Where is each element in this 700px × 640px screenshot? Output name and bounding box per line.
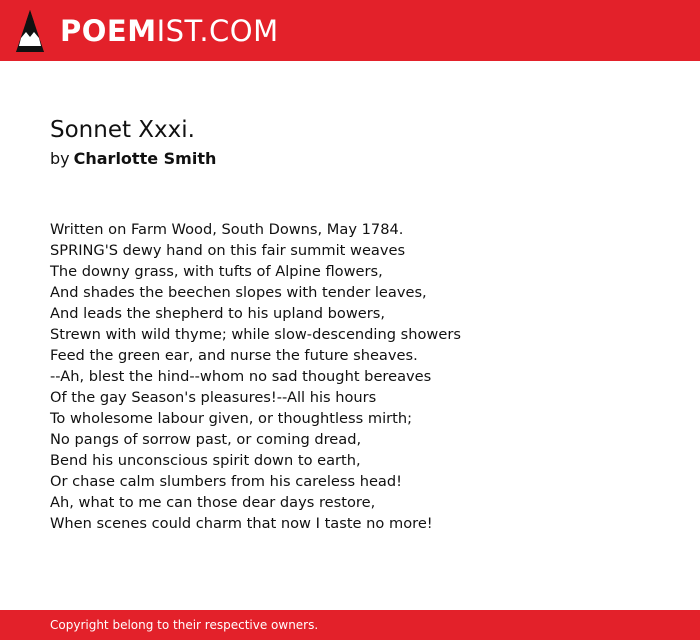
poem-line: Of the gay Season's pleasures!--All his hours: [50, 389, 377, 406]
site-header: [0, 0, 700, 61]
poem-line: Or chase calm slumbers from his careless head!: [50, 473, 402, 490]
poem-byline: [50, 149, 216, 168]
by-label: by: [50, 149, 70, 168]
author-link[interactable]: Charlotte Smith: [73, 149, 217, 168]
poem-line: --Ah, blest the hind--whom no sad thought bereaves: [50, 368, 432, 385]
poem-line: Feed the green ear, and nurse the future sheaves.: [50, 347, 418, 364]
poem-body: [50, 219, 670, 534]
copyright-text: Copyright belong to their respective owners.: [50, 618, 319, 632]
poem-line: SPRING'S dewy hand on this fair summit weaves: [50, 242, 406, 259]
poem-line: When scenes could charm that now I taste no more!: [50, 515, 433, 532]
poem-line: No pangs of sorrow past, or coming dread,: [50, 431, 362, 448]
poem-line: And leads the shepherd to his upland bowers,: [50, 305, 386, 322]
poem-line: Strewn with wild thyme; while slow-descending showers: [50, 326, 461, 343]
logo-bold-text: POEM: [60, 14, 157, 48]
pencil-tip-icon: [14, 8, 46, 54]
poem-title: Sonnet Xxxi.: [50, 117, 195, 143]
poem-line: To wholesome labour given, or thoughtless mirth;: [50, 410, 413, 427]
poem-line: Bend his unconscious spirit down to earth,: [50, 452, 361, 469]
site-footer: [0, 610, 700, 640]
poem-line: Written on Farm Wood, South Downs, May 1784.: [50, 221, 404, 238]
site-logo-link[interactable]: [14, 8, 279, 54]
poem-line: And shades the beechen slopes with tender leaves,: [50, 284, 427, 301]
poem-line: Ah, what to me can those dear days restore,: [50, 494, 376, 511]
poem-line: The downy grass, with tufts of Alpine flowers,: [50, 263, 383, 280]
logo-light-text: IST.COM: [156, 14, 279, 48]
site-logo-text: [60, 8, 279, 54]
